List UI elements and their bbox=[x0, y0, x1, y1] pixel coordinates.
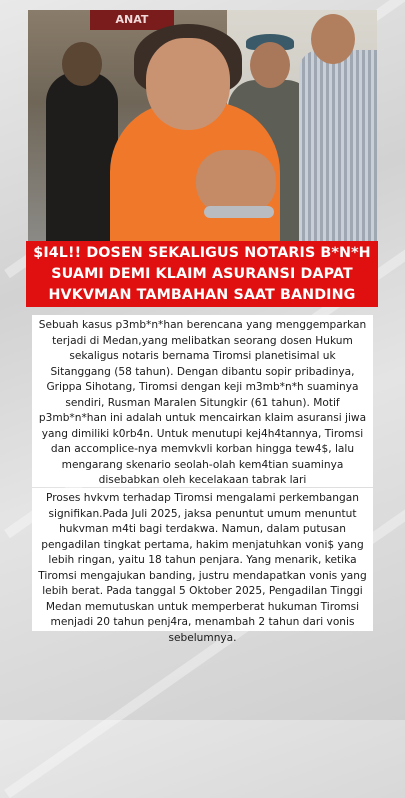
paragraph-line: sekaligus notaris bernama Tiromsi planetisimal uk bbox=[69, 350, 336, 362]
article-paragraph-1 bbox=[32, 315, 373, 487]
suspect-face bbox=[146, 38, 230, 130]
paragraph-line: pengadilan tingkat pertama, hakim menjatuhkan voni$ yang bbox=[41, 538, 364, 551]
paragraph-line: signifikan.Pada Juli 2025, jaksa penuntut umum menuntut bbox=[48, 507, 357, 520]
paragraph-line: Grippa Sihotang, Tiromsi dengan keji m3mb*n*h suaminya bbox=[46, 381, 359, 393]
building-sign: ANAT bbox=[90, 10, 174, 30]
paragraph-line: hukvman m4ti bagi terdakwa. Namun, dalam putusan bbox=[59, 523, 346, 535]
paragraph-line: sebelumnya. bbox=[168, 631, 237, 644]
paragraph-line: Sitanggang (58 tahun). Dengan dibantu sopir pribadinya, bbox=[50, 365, 355, 378]
paragraph-line: yang dimiliki k0rb4n. Untuk menutupi kej4h4tannya, Tiromsi bbox=[41, 427, 364, 440]
paragraph-line: mengarang skenario seolah-olah kem4tian suaminya bbox=[61, 458, 344, 471]
paragraph-line: Proses hvkvm terhadap Tiromsi mengalami perkembangan bbox=[46, 492, 359, 504]
news-photo bbox=[28, 10, 377, 242]
paragraph-line: sendiri, Rusman Maralen Situngkir (61 tahun). Motif bbox=[65, 396, 340, 409]
raised-hands bbox=[196, 150, 276, 214]
paragraph-line: p3mb*n*han ini adalah untuk mencairkan klaim asuransi jiwa bbox=[38, 412, 367, 424]
headline-line: SUAMI DEMI KLAIM ASURANSI DAPAT bbox=[51, 266, 353, 282]
paragraph-line: lebih berat. Pada tanggal 5 Oktober 2025, Pengadilan Tinggi bbox=[42, 585, 363, 597]
paragraph-line: menjadi 20 tahun penj4ra, menambah 2 tahun dari vonis bbox=[50, 616, 355, 628]
article-paragraph-2 bbox=[32, 488, 373, 644]
headline-line: $I4L!! DOSEN SEKALIGUS NOTARIS B*N*H bbox=[33, 245, 371, 261]
person-left bbox=[46, 72, 118, 242]
person-right bbox=[299, 50, 377, 242]
headline-line: HVKVMAN TAMBAHAN SAAT BANDING bbox=[48, 287, 356, 303]
paragraph-line: disebabkan oleh kecelakaan tabrak lari bbox=[98, 474, 307, 486]
handcuffs bbox=[204, 206, 274, 218]
paragraph-line: terjadi di Medan,yang melibatkan seorang dosen Hukum bbox=[52, 334, 353, 347]
paragraph-line: lebih ringan, yaitu 18 tahun penjara. Yang menarik, ketika bbox=[48, 554, 357, 566]
headline-banner bbox=[26, 241, 378, 307]
paragraph-line: Tiromsi mengajukan banding, justru mendapatkan vonis yang bbox=[38, 569, 367, 582]
paragraph-line: Sebuah kasus p3mb*n*han berencana yang menggemparkan bbox=[38, 319, 367, 331]
paragraph-line: dan accomplice-nya memvkvli korban hingga tew4$, lalu bbox=[50, 443, 355, 455]
paragraph-line: Medan memutuskan untuk memperberat hukuman Tiromsi bbox=[45, 600, 360, 613]
